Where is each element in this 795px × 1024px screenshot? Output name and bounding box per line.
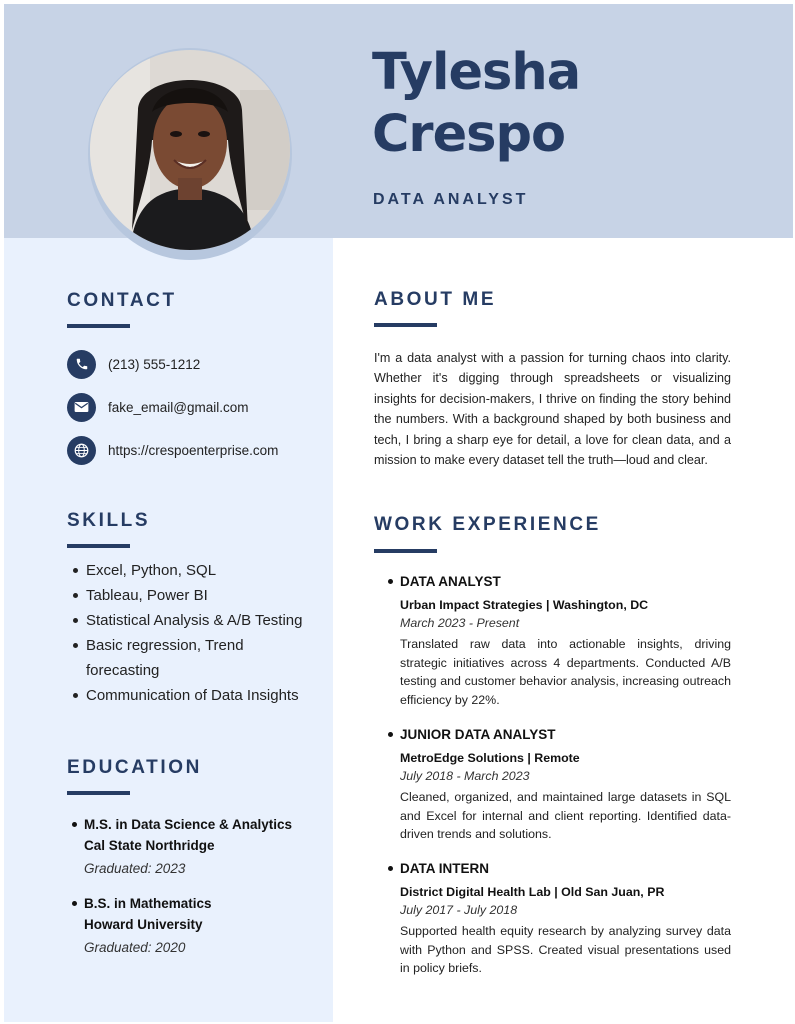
contact-underline bbox=[67, 324, 130, 328]
about-text: I'm a data analyst with a passion for turning chaos into clarity. Whether it's digging through spreadsheets or visualizing insights for decision-makers, I thrive on finding the story behind the numbers. With a background shaped by both business and tech, I bring a sharp eye for detail, a love for clean data, and a mission to make every dataset tell the truth—loud and clear. bbox=[374, 351, 731, 468]
job-dates: July 2017 - July 2018 bbox=[400, 903, 518, 917]
skill-item: Statistical Analysis & A/B Testing bbox=[67, 608, 329, 633]
education-entry bbox=[67, 814, 292, 879]
job-description: Supported health equity research by analyzing survey data with Python and SPSS. Created visual presentations used in policy briefs. bbox=[400, 924, 731, 976]
resume-page bbox=[4, 4, 793, 1022]
school-name: Howard University bbox=[84, 917, 203, 932]
headline-title: DATA ANALYST bbox=[373, 191, 529, 208]
about-heading: ABOUT ME bbox=[374, 289, 497, 310]
contact-phone[interactable] bbox=[67, 348, 200, 380]
work-underline bbox=[374, 549, 437, 553]
skill-item: Communication of Data Insights bbox=[67, 683, 329, 708]
job-entry bbox=[385, 726, 731, 844]
skills-list bbox=[67, 558, 329, 708]
skill-item: Tableau, Power BI bbox=[67, 583, 329, 608]
contact-email[interactable] bbox=[67, 391, 249, 423]
education-underline bbox=[67, 791, 130, 795]
email-icon bbox=[67, 393, 96, 422]
job-title: DATA INTERN bbox=[385, 860, 731, 878]
job-entry bbox=[385, 860, 731, 978]
degree-name: B.S. in Mathematics bbox=[67, 893, 212, 914]
contact-heading: CONTACT bbox=[67, 290, 177, 311]
about-underline bbox=[374, 323, 437, 327]
job-entry bbox=[385, 573, 731, 709]
candidate-name bbox=[372, 42, 580, 166]
job-title: DATA ANALYST bbox=[385, 573, 731, 591]
education-heading: EDUCATION bbox=[67, 757, 202, 778]
phone-icon bbox=[67, 350, 96, 379]
job-description: Cleaned, organized, and maintained large datasets in SQL and Excel for internal and client reporting. Identified data-driven trends and solutions. bbox=[400, 790, 731, 842]
skills-heading: SKILLS bbox=[67, 510, 151, 531]
profile-photo-frame bbox=[88, 48, 292, 260]
website-url: https://crespoenterprise.com bbox=[108, 442, 279, 458]
school-name: Cal State Northridge bbox=[84, 838, 215, 853]
job-title: JUNIOR DATA ANALYST bbox=[385, 726, 731, 744]
name-first: Tylesha bbox=[372, 43, 581, 102]
job-company: MetroEdge Solutions | Remote bbox=[400, 751, 580, 765]
education-entry bbox=[67, 893, 212, 958]
profile-photo bbox=[90, 50, 290, 250]
skill-item: Excel, Python, SQL bbox=[67, 558, 329, 583]
job-company: District Digital Health Lab | Old San Juan, PR bbox=[400, 885, 665, 899]
phone-number: (213) 555-1212 bbox=[108, 356, 201, 372]
job-dates: July 2018 - March 2023 bbox=[400, 769, 530, 783]
contact-website[interactable] bbox=[67, 434, 278, 466]
skills-underline bbox=[67, 544, 130, 548]
work-heading: WORK EXPERIENCE bbox=[374, 514, 601, 535]
degree-name: M.S. in Data Science & Analytics bbox=[67, 814, 292, 835]
profile-photo-illustration bbox=[90, 50, 290, 250]
job-company: Urban Impact Strategies | Washington, DC bbox=[400, 598, 649, 612]
job-dates: March 2023 - Present bbox=[400, 616, 520, 630]
skill-item: Basic regression, Trend forecasting bbox=[67, 633, 267, 683]
email-address: fake_email@gmail.com bbox=[108, 399, 249, 415]
graduation-date: Graduated: 2020 bbox=[84, 940, 186, 955]
graduation-date: Graduated: 2023 bbox=[84, 861, 186, 876]
globe-icon bbox=[67, 436, 96, 465]
name-last: Crespo bbox=[372, 105, 566, 164]
job-description: Translated raw data into actionable insights, driving strategic initiatives across 4 departments. Conducted A/B testing and customer behavior analysis, increasing outreach efficiency by 22%. bbox=[400, 637, 731, 707]
